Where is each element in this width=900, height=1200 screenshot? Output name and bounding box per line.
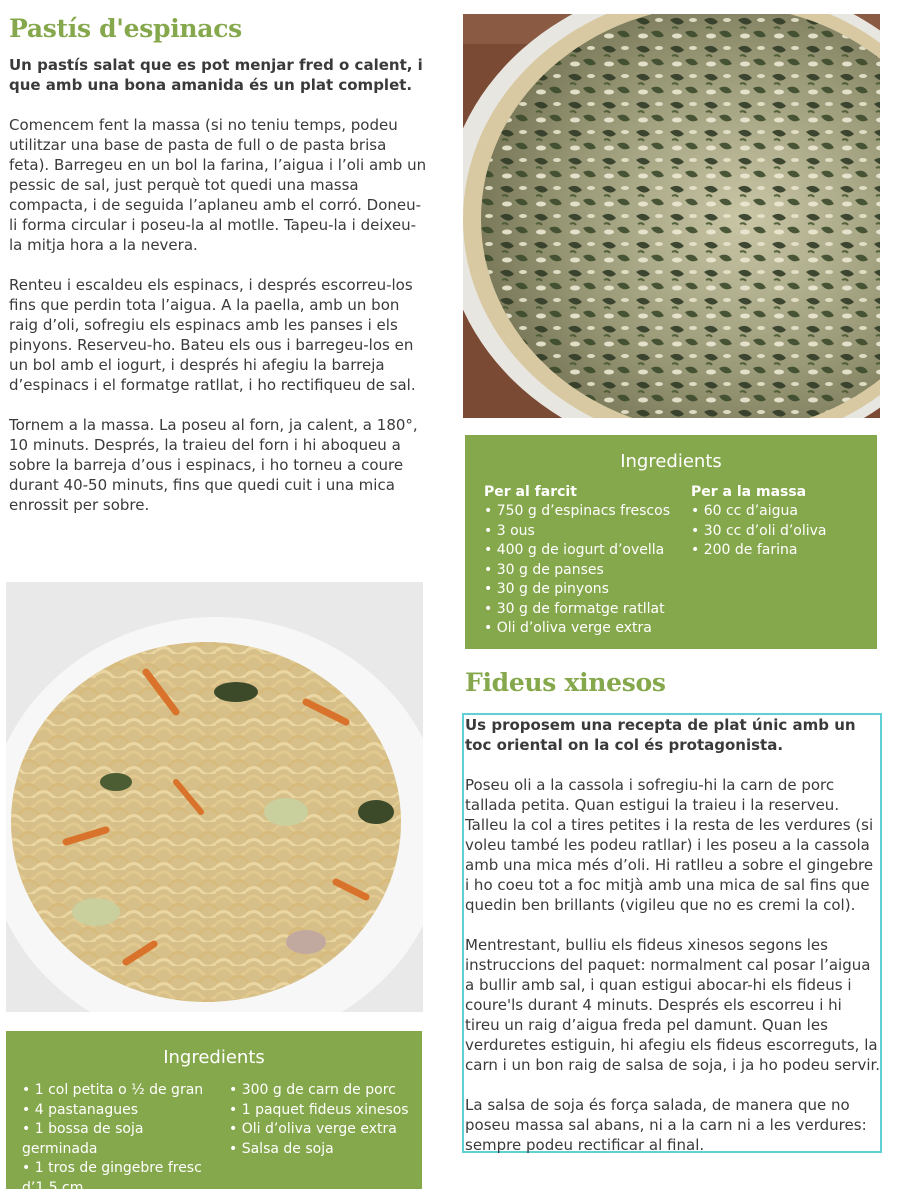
recipe2-text-frame[interactable] xyxy=(462,713,882,1153)
ingredient-item: • 400 g de iogurt d’ovella xyxy=(484,541,684,561)
recipe1-ingredients-col1-list xyxy=(484,502,684,639)
recipe2-ingredients-title: Ingredients xyxy=(163,1047,265,1068)
spinach-pie-photo xyxy=(463,14,880,418)
ingredient-item: • 30 g de pinyons xyxy=(484,580,684,600)
recipe1-paragraph-1: Comencem fent la massa (si no teniu temps, podeu utilitzar una base de pasta de full o de pasta brisa feta). Barregeu en un bol la farina, l’aigua i l’oli amb un pessic de sal, just perquè tot quedi una massa compacta, i de seguida l’aplaneu amb el corró. Doneu-li forma circular i poseu-la al motlle. Tapeu-la i deixeu-la mitja hora a la nevera. xyxy=(9,116,427,254)
recipe2-ingredients-col2 xyxy=(229,1081,419,1159)
ingredient-item: • 4 pastanagues xyxy=(22,1101,222,1121)
recipe1-paragraph-3: Tornem a la massa. La poseu al forn, ja calent, a 180°, 10 minuts. Després, la traieu del forn i hi aboqueu a sobre la barreja d’ous i espinacs, i ho torneu a coure durant 40-50 minuts, fins que quedi cuit i una mica enrossit per sobre. xyxy=(9,416,418,514)
chinese-noodles-photo xyxy=(6,582,423,1012)
ingredient-item: • 60 cc d’aigua xyxy=(691,502,871,522)
recipe2-ingredients-col1-list xyxy=(22,1081,222,1198)
recipe2-text-block xyxy=(465,715,881,1155)
recipe1-ingredients-title: Ingredients xyxy=(620,451,722,472)
recipe1-ingredients-col2-head: Per a la massa xyxy=(691,484,807,500)
ingredient-item: • 3 ous xyxy=(484,522,684,542)
ingredient-item: • 1 tros de gingebre fresc d’1,5 cm xyxy=(22,1159,222,1198)
ingredient-item: • Oli d’oliva verge extra xyxy=(484,619,684,639)
ingredient-item: • 30 g de panses xyxy=(484,561,684,581)
recipe1-paragraph-2: Renteu i escaldeu els espinacs, i després escorreu-los fins que perdin tota l’aigua. A la paella, amb un bon raig d’oli, sofregiu els espinacs amb les panses i els pinyons. Reserveu-ho. Bateu els ous i barregeu-los en un bol amb el iogurt, i després hi afegiu la barreja d’espinacs i el formatge ratllat, i ho rectifiqueu de sal. xyxy=(9,276,416,394)
recipe2-title: Fideus xinesos xyxy=(465,668,666,697)
recipe1-ingredients-col2 xyxy=(691,483,871,561)
spinach-pie-image xyxy=(463,14,880,418)
ingredient-item: • Oli d’oliva verge extra xyxy=(229,1120,419,1140)
recipe2-paragraph-3: La salsa de soja és força salada, de manera que no poseu massa sal abans, ni a la carn ni a les verdures: sempre podeu rectificar al final. xyxy=(465,1096,867,1154)
recipe1-ingredients-col1 xyxy=(484,483,684,639)
ingredient-item: • 30 cc d’oli d’oliva xyxy=(691,522,871,542)
ingredient-item: • 300 g de carn de porc xyxy=(229,1081,419,1101)
chinese-noodles-image xyxy=(6,582,423,1012)
ingredient-item: • 200 de farina xyxy=(691,541,871,561)
ingredient-item: • 1 bossa de soja germinada xyxy=(22,1120,222,1159)
recipe1-ingredients-box xyxy=(465,435,877,649)
recipe1-lead: Un pastís salat que es pot menjar fred o calent, i que amb una bona amanida és un plat complet. xyxy=(9,56,423,94)
recipe2-paragraph-1: Poseu oli a la cassola i sofregiu-hi la carn de porc tallada petita. Quan estigui la traieu i la reserveu. Talleu la col a tires petites i la resta de les verdures (si voleu també les podeu ratllar) i les poseu a la cassola amb una mica més d’oli. Hi ratlleu a sobre el gingebre i ho coeu tot a foc mitjà amb una mica de sal fins que quedin ben brillants (vigileu que no es cremi la col). xyxy=(465,776,874,914)
recipe2-ingredients-col1 xyxy=(22,1081,222,1198)
ingredient-item: • 1 col petita o ½ de gran xyxy=(22,1081,222,1101)
ingredient-item: • 750 g d’espinacs frescos xyxy=(484,502,684,522)
recipe2-ingredients-col2-list xyxy=(229,1081,419,1159)
recipe1-title: Pastís d'espinacs xyxy=(9,14,242,43)
ingredient-item: • 1 paquet fideus xinesos xyxy=(229,1101,419,1121)
ingredient-item: • 30 g de formatge ratllat xyxy=(484,600,684,620)
recipe1-ingredients-col1-head: Per al farcit xyxy=(484,484,577,500)
recipe2-ingredients-box xyxy=(6,1031,422,1196)
recipe1-ingredients-col2-list xyxy=(691,502,871,561)
recipe2-lead: Us proposem una recepta de plat únic amb un toc oriental on la col és protagonista. xyxy=(465,716,856,754)
recipe1-text-block xyxy=(9,14,429,515)
recipe2-paragraph-2: Mentrestant, bulliu els fideus xinesos segons les instruccions del paquet: normalment cal posar l’aigua a bullir amb sal, i quan estigui abocar-hi els fideus i coure'ls durant 4 minuts. Després els escorreu i hi tireu un raig d’aigua freda pel damunt. Quan les verduretes estiguin, hi afegiu els fideus escorreguts, la carn i un bon raig de salsa de soja, i ja ho podeu servir. xyxy=(465,936,881,1074)
ingredient-item: • Salsa de soja xyxy=(229,1140,419,1160)
